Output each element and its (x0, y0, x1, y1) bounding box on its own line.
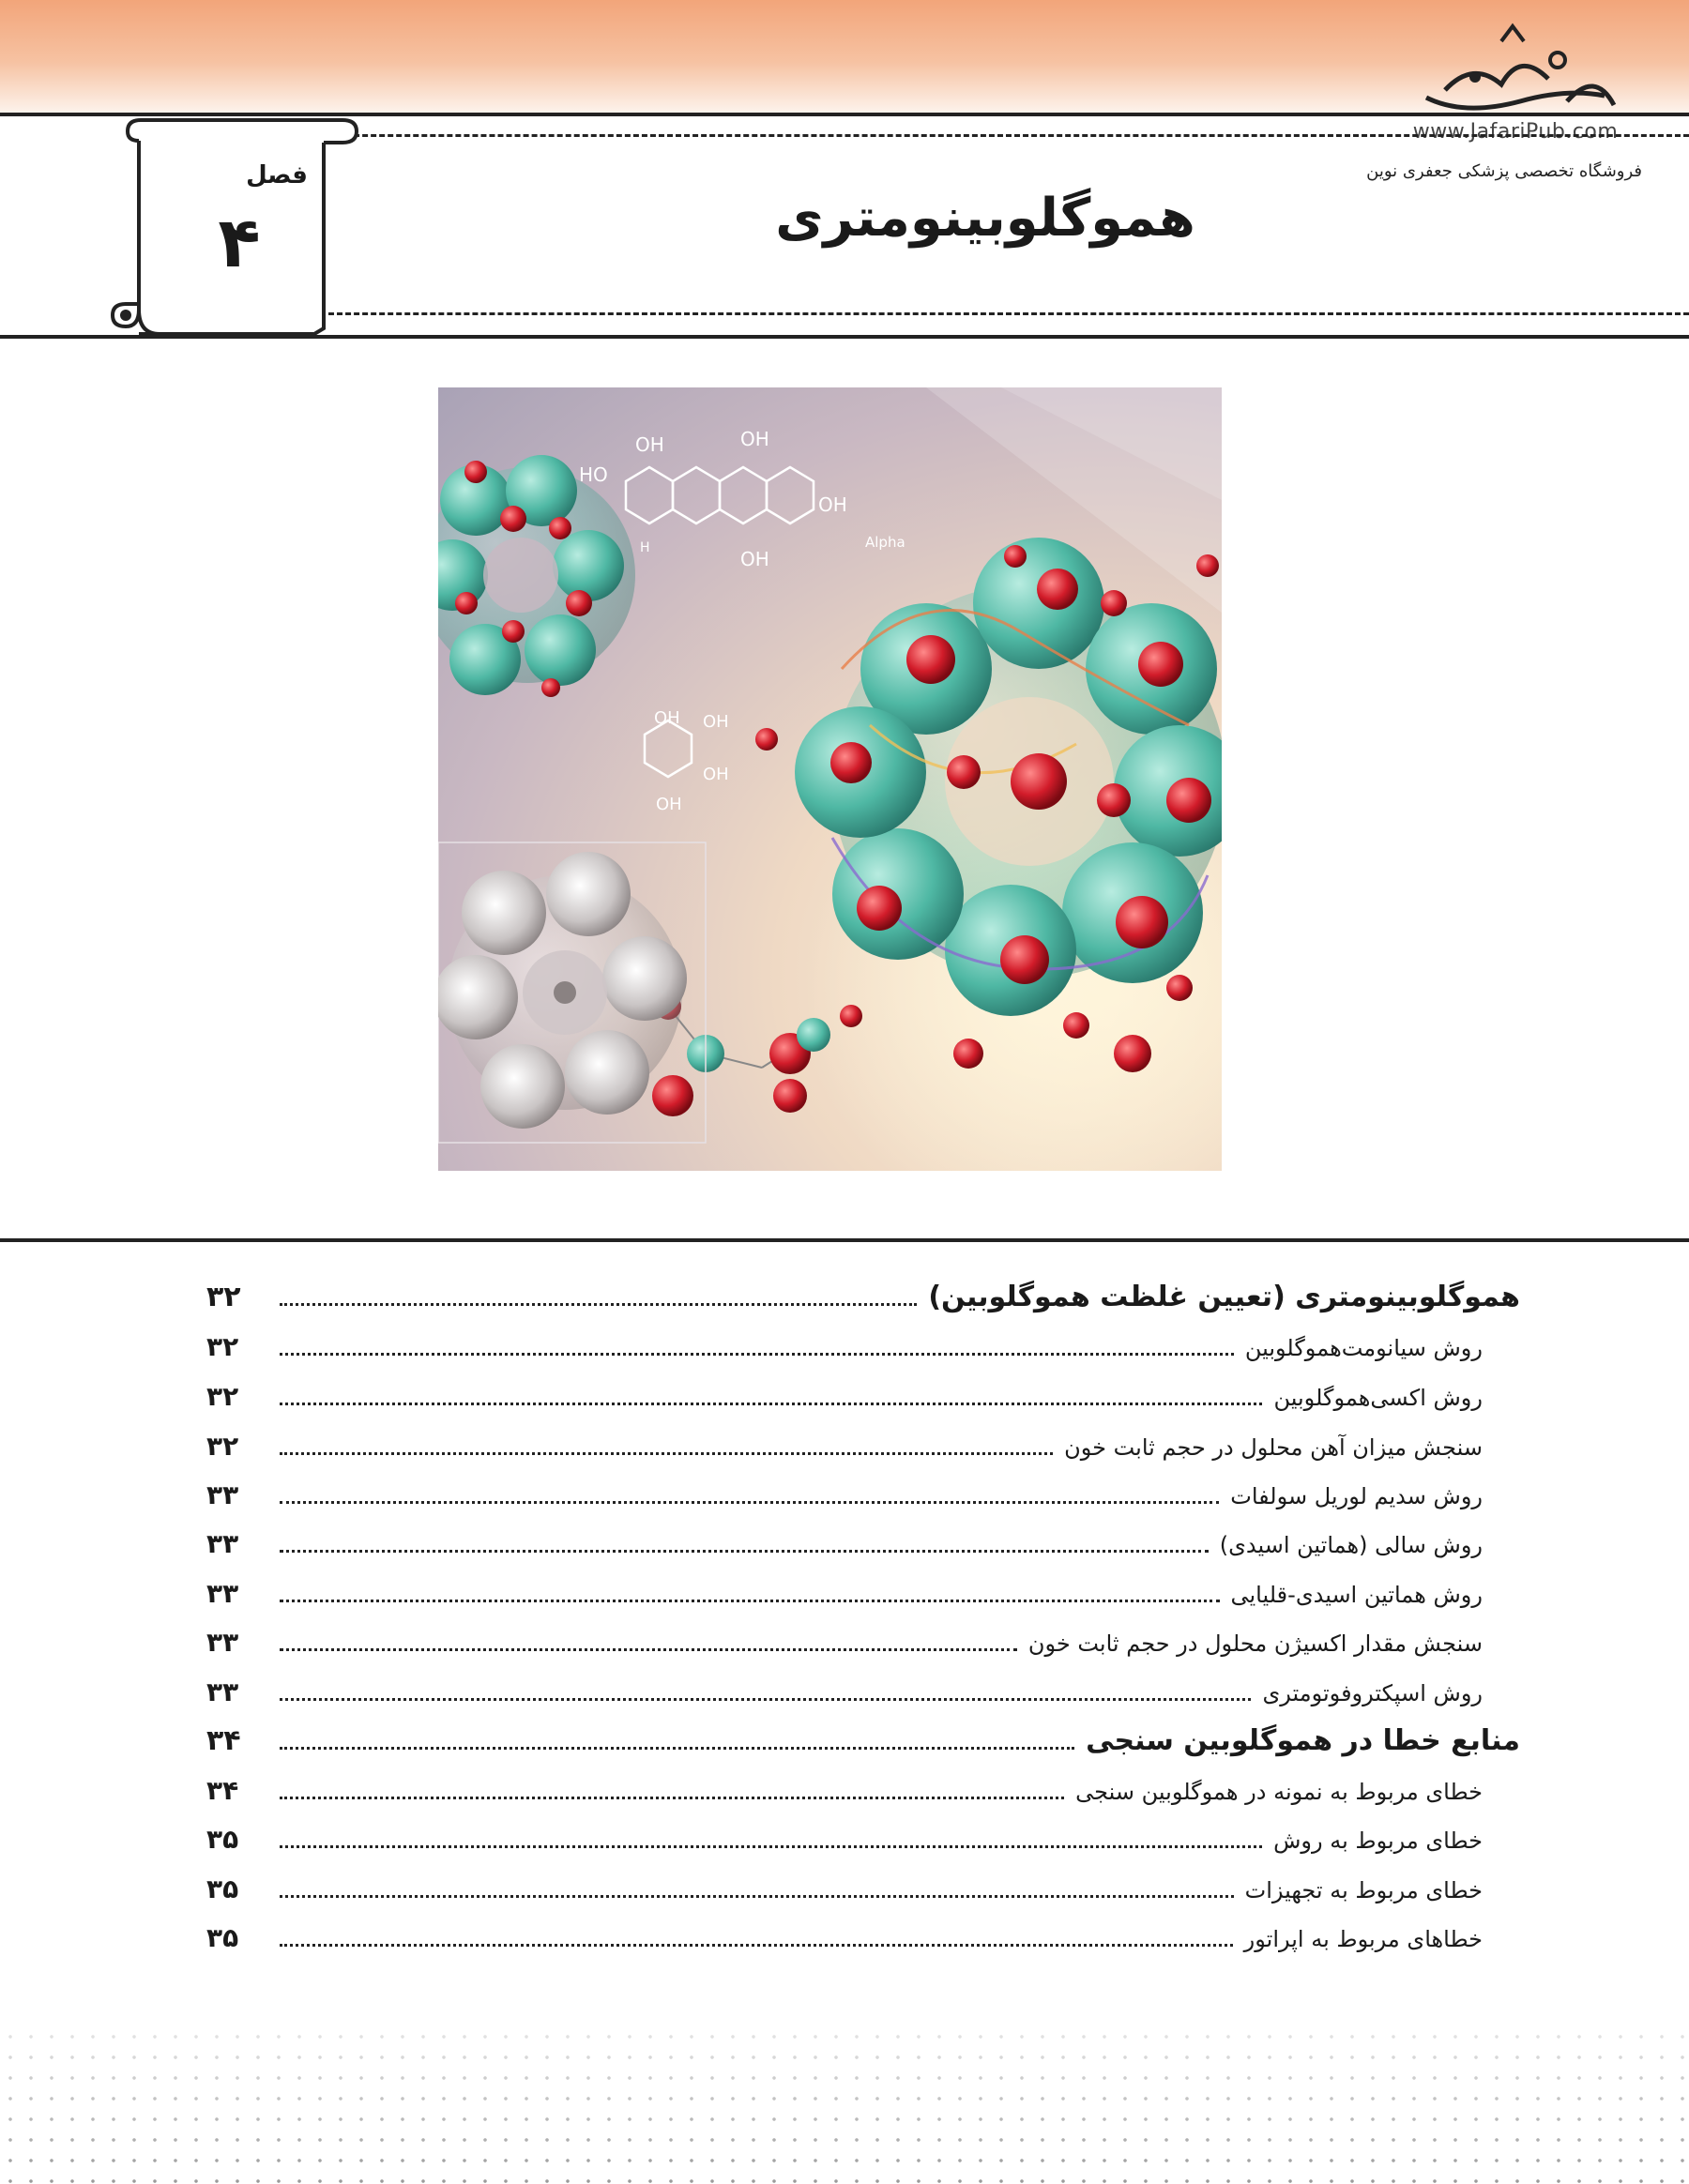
toc-entry[interactable] (206, 1676, 1520, 1708)
toc-entry-page: ۳۴ (206, 1775, 239, 1806)
shop-name: فروشگاه تخصصی پزشکی جعفری نوین (1366, 161, 1642, 181)
header-dashed-rule-bottom (328, 312, 1689, 315)
illustration-label: OH (740, 428, 769, 450)
toc-entry-title: خطای مربوط به تجهیزات (1244, 1877, 1483, 1903)
toc-entry-title: روش هماتین اسیدی-قلیایی (1230, 1582, 1483, 1608)
illustration-label: Alpha (865, 534, 905, 551)
toc-entry-page: ۳۳ (206, 1676, 239, 1707)
toc-entry-page: ۳۵ (206, 1922, 239, 1953)
toc-entry-title: روش سالی (هماتین اسیدی) (1219, 1532, 1483, 1558)
toc-entry-page: ۳۲ (206, 1431, 239, 1462)
toc-entry-page: ۳۲ (206, 1281, 241, 1313)
toc-entry-title: روش اکسی‌هموگلوبین (1273, 1385, 1483, 1411)
header-dashed-rule-top (328, 134, 1689, 137)
illustration-label: OH (635, 433, 664, 456)
toc-entry-page: ۳۳ (206, 1528, 239, 1559)
toc-entry-page: ۳۵ (206, 1873, 239, 1904)
illustration-label: HO (579, 463, 608, 486)
toc-top-rule (0, 1238, 1689, 1242)
toc-entry-title: سنجش مقدار اکسیژن محلول در حجم ثابت خون (1027, 1630, 1483, 1657)
toc-entry-page: ۳۵ (206, 1824, 239, 1855)
toc-entry-page: ۳۳ (206, 1578, 239, 1609)
toc-entry[interactable] (206, 1431, 1520, 1463)
toc-entry-title: روش اسپکتروفوتومتری (1262, 1680, 1483, 1706)
toc-entry-title: خطای مربوط به روش (1273, 1828, 1483, 1854)
toc-leader (280, 1501, 1219, 1504)
toc-entry-page: ۳۳ (206, 1627, 239, 1658)
toc-entry[interactable] (206, 1824, 1520, 1856)
toc-entry[interactable] (206, 1281, 1520, 1313)
toc-leader (280, 1698, 1251, 1701)
illustration-label: OH (656, 795, 682, 814)
small-molecule (438, 455, 635, 697)
toc-entry-page: ۳۲ (206, 1331, 239, 1362)
toc-entry-page: ۳۳ (206, 1479, 239, 1510)
toc-entry-page: ۳۴ (206, 1724, 241, 1757)
toc-leader (280, 1452, 1053, 1455)
toc-entry[interactable] (206, 1528, 1520, 1560)
toc-entry[interactable] (206, 1775, 1520, 1807)
illustration-label: OH (740, 548, 769, 570)
publisher-url: www.JafariPub.com (1412, 120, 1619, 144)
toc-entry[interactable] (206, 1479, 1520, 1511)
toc-leader (280, 1303, 917, 1306)
chapter-number: ۴ (218, 203, 261, 283)
chapter-title: هموگلوبینومتری (775, 188, 1195, 249)
toc-entry-title: خطاهای مربوط به اپراتور (1243, 1926, 1483, 1952)
toc-entry-page: ۳۲ (206, 1381, 239, 1412)
publisher-logo (1408, 23, 1623, 126)
toc-entry-title: منابع خطا در هموگلوبین سنجی (1086, 1724, 1520, 1757)
toc-entry-title: روش سیانومت‌هموگلوبین (1244, 1335, 1483, 1361)
toc-leader (280, 1648, 1017, 1651)
toc-entry-title: سنجش میزان آهن محلول در حجم ثابت خون (1064, 1434, 1483, 1461)
footer-dot-pattern (0, 2026, 1689, 2184)
toc-leader (280, 1550, 1209, 1553)
toc-entry[interactable] (206, 1627, 1520, 1659)
hemoglobin-illustration (438, 387, 1222, 1171)
illustration-label: OH (654, 708, 680, 728)
toc-entry[interactable] (206, 1922, 1520, 1954)
illustration-label: OH (703, 765, 729, 784)
toc-leader (280, 1403, 1262, 1405)
hemoglobin-illustration-svg (438, 387, 1222, 1171)
toc-leader (280, 1845, 1262, 1848)
chapter-label: فصل (246, 161, 308, 190)
toc-leader (280, 1944, 1233, 1947)
toc-leader (280, 1895, 1234, 1898)
toc-entry-title: خطای مربوط به نمونه در هموگلوبین سنجی (1075, 1779, 1483, 1805)
toc-entry[interactable] (206, 1331, 1520, 1363)
toc-entry-title: هموگلوبینومتری (تعیین غلظت هموگلوبین) (928, 1281, 1520, 1313)
toc-leader (280, 1353, 1234, 1356)
toc-entry[interactable] (206, 1578, 1520, 1610)
toc-leader (280, 1747, 1074, 1750)
toc-entry[interactable] (206, 1873, 1520, 1905)
toc-entry-title: روش سدیم لوریل سولفات (1230, 1483, 1483, 1509)
toc-leader (280, 1797, 1064, 1799)
toc-entry[interactable] (206, 1724, 1520, 1757)
toc-entry[interactable] (206, 1381, 1520, 1413)
illustration-label: OH (818, 493, 847, 516)
toc-leader (280, 1600, 1220, 1602)
illustration-label: OH (703, 712, 729, 732)
illustration-label: H (640, 540, 650, 555)
